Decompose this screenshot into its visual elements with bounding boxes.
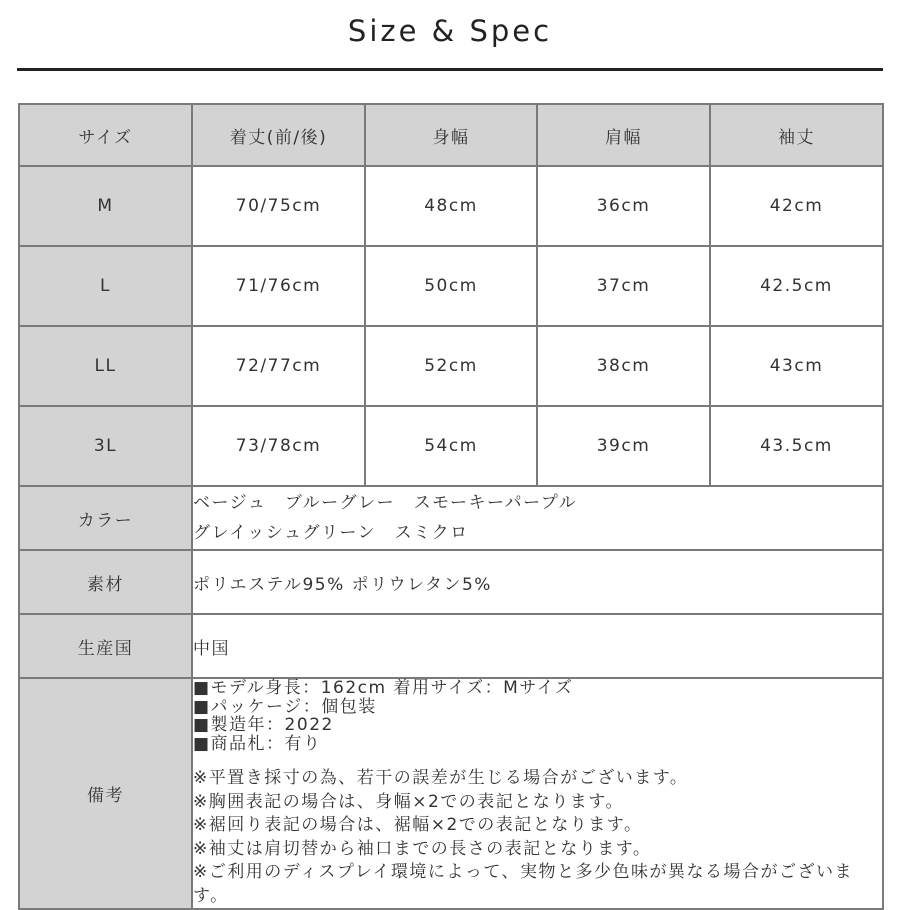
title-divider <box>17 68 883 71</box>
detail-package: ■パッケージ：個包装 <box>193 696 377 717</box>
sleeve-length-value: 43cm <box>710 326 883 406</box>
note-sleeve: ※袖丈は肩切替から袖口までの長さの表記となります。 <box>193 838 652 859</box>
size-label: M <box>19 166 192 246</box>
note-hem: ※裾回り表記の場合は、裾幅×2での表記となります。 <box>193 815 643 835</box>
origin-value: 中国 <box>192 614 883 678</box>
color-label: カラー <box>19 486 192 550</box>
origin-row <box>19 614 883 678</box>
body-width-value: 54cm <box>365 406 537 486</box>
note-display: ※ご利用のディスプレイ環境によって、実物と多少色味が異なる場合がございます。 <box>193 862 854 906</box>
shoulder-width-value: 37cm <box>537 246 710 326</box>
detail-model-height: ■モデル身長：162cm 着用サイズ：Mサイズ <box>193 678 574 698</box>
remarks-label: 備考 <box>19 678 192 909</box>
length-value: 70/75cm <box>192 166 365 246</box>
length-value: 71/76cm <box>192 246 365 326</box>
body-width-value: 50cm <box>365 246 537 326</box>
length-value: 72/77cm <box>192 326 365 406</box>
sleeve-length-value: 42cm <box>710 166 883 246</box>
length-value: 73/78cm <box>192 406 365 486</box>
size-spec-table <box>18 103 884 910</box>
material-value: ポリエステル95% ポリウレタン5% <box>192 550 883 614</box>
note-measurement: ※平置き採寸の為、若干の誤差が生じる場合がございます。 <box>193 768 689 788</box>
note-chest: ※胸囲表記の場合は、身幅×2での表記となります。 <box>193 791 624 812</box>
color-value <box>192 486 883 550</box>
size-label: 3L <box>19 406 192 486</box>
table-row <box>19 246 883 326</box>
sleeve-length-value: 43.5cm <box>710 406 883 486</box>
remarks-value <box>192 678 883 909</box>
color-line-2: グレイッシュグリーン スミクロ <box>193 523 469 543</box>
header-body-width: 身幅 <box>365 104 537 166</box>
remarks-row <box>19 678 883 909</box>
page-title: Size & Spec <box>347 14 553 48</box>
size-label: LL <box>19 326 192 406</box>
shoulder-width-value: 38cm <box>537 326 710 406</box>
detail-manufacture-year: ■製造年：2022 <box>193 715 334 735</box>
body-width-value: 52cm <box>365 326 537 406</box>
size-label: L <box>19 246 192 326</box>
header-sleeve-length: 袖丈 <box>710 104 883 166</box>
color-row <box>19 486 883 550</box>
remarks-spacer <box>193 753 882 767</box>
header-length: 着丈(前/後) <box>192 104 365 166</box>
color-line-1: ベージュ ブルーグレー スモーキーパープル <box>193 493 578 513</box>
shoulder-width-value: 36cm <box>537 166 710 246</box>
table-row <box>19 166 883 246</box>
material-row <box>19 550 883 614</box>
shoulder-width-value: 39cm <box>537 406 710 486</box>
detail-tag: ■商品札：有り <box>193 733 322 754</box>
body-width-value: 48cm <box>365 166 537 246</box>
table-header-row <box>19 104 883 166</box>
material-label: 素材 <box>19 550 192 614</box>
sleeve-length-value: 42.5cm <box>710 246 883 326</box>
table-row <box>19 326 883 406</box>
origin-label: 生産国 <box>19 614 192 678</box>
header-shoulder-width: 肩幅 <box>537 104 710 166</box>
header-size: サイズ <box>19 104 192 166</box>
table-row <box>19 406 883 486</box>
